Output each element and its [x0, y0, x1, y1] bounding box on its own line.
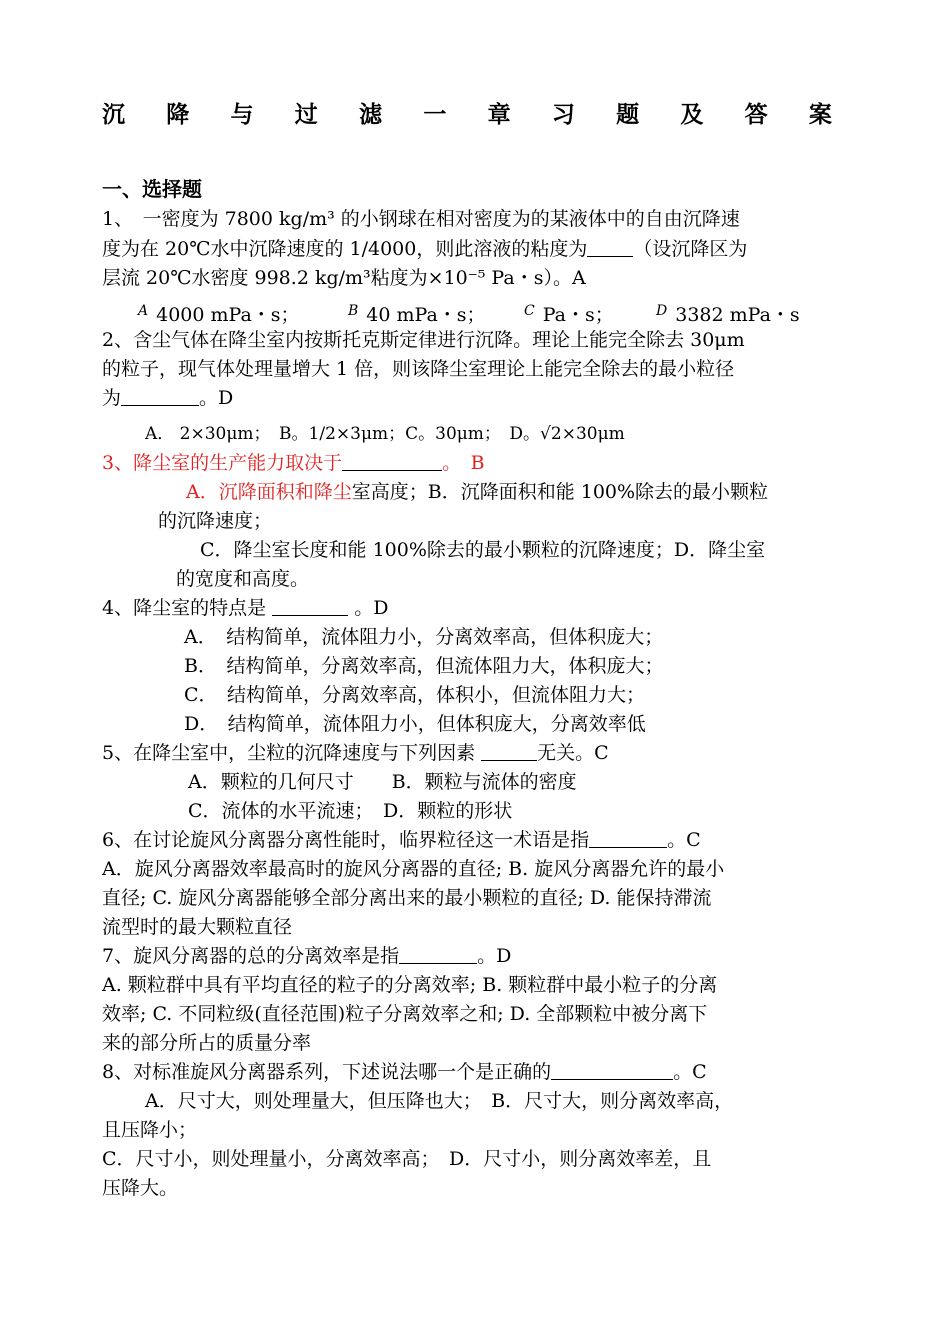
title-char: 习: [551, 102, 575, 128]
q2-line1: 2、含尘气体在降尘室内按斯托克斯定律进行沉降。理论上能完全除去 30μm: [102, 329, 745, 351]
q2-line3: 为 。D: [102, 387, 234, 409]
q1-option-a: $^A$ 4000 mPa・s；: [138, 303, 300, 326]
q5-options-1: A．颗粒的几何尺寸 B．颗粒与流体的密度: [188, 771, 577, 793]
q4-option-a: A． 结构简单，流体阻力小，分离效率高，但体积庞大；: [184, 626, 664, 648]
q3-option-c: C．降尘室长度和能 100%除去的最小颗粒的沉降速度；D．降尘室: [200, 539, 766, 561]
section-heading: 一、选择题: [102, 177, 202, 201]
title-char: 案: [808, 102, 832, 128]
page-title: [102, 96, 832, 129]
q7-line1: 7、旋风分离器的总的分离效率是指 。D: [102, 945, 512, 967]
q4-option-b: B． 结构简单，分离效率高，但流体阻力大，体积庞大；: [184, 655, 664, 677]
title-char: 与: [230, 102, 254, 128]
title-char: 及: [680, 102, 704, 128]
q2-options: A． 2×30μm； B。1/2×3μm；C。30μm； D。√2×30μm: [145, 424, 625, 444]
q6-line3: 直径; C. 旋风分离器能够全部分离出来的最小颗粒的直径; D. 能保持滞流: [102, 887, 712, 909]
title-char: 章: [487, 102, 511, 128]
q4-option-d: D． 结构简单，流体阻力小，但体积庞大，分离效率低: [184, 713, 646, 735]
q7-line2: A. 颗粒群中具有平均直径的粒子的分离效率; B. 颗粒群中最小粒子的分离: [102, 974, 718, 996]
q5-line1: 5、在降尘室中，尘粒的沉降速度与下列因素 无关。C: [102, 742, 609, 764]
answer-blank[interactable]: [587, 236, 633, 257]
q3-line1: 3、降尘室的生产能力取决于 。 B: [102, 452, 485, 474]
answer-blank[interactable]: [121, 385, 199, 406]
title-char: 降: [166, 102, 190, 128]
title-char: 沉: [102, 102, 125, 128]
q5-options-2: C．流体的水平流速； D．颗粒的形状: [188, 800, 513, 822]
title-char: 过: [294, 102, 318, 128]
q8-line2: A．尺寸大，则处理量大，但压降也大； B．尺寸大，则分离效率高，: [145, 1090, 734, 1112]
answer-blank[interactable]: [399, 943, 477, 964]
q1-line1: 1、 一密度为 7800 kg/m³ 的小钢球在相对密度为的某液体中的自由沉降速: [102, 208, 740, 230]
q1-option-d: $^D$ 3382 mPa・s: [656, 303, 800, 326]
answer-blank[interactable]: [589, 827, 667, 848]
q1-line2: [102, 236, 747, 262]
q2-line2: 的粒子，现气体处理量增大 1 倍，则该降尘室理论上能完全除去的最小粒径: [102, 358, 735, 380]
q8-line5: 压降大。: [102, 1177, 179, 1199]
q8-line3: 且压降小；: [102, 1119, 198, 1141]
title-char: 答: [744, 102, 768, 128]
q4-option-c: C． 结构简单，分离效率高，体积小，但流体阻力大；: [184, 684, 646, 706]
q7-line3: 效率; C. 不同粒级(直径范围)粒子分离效率之和; D. 全部颗粒中被分离下: [102, 1003, 708, 1025]
q3-option-c-cont: 的宽度和高度。: [176, 568, 310, 590]
title-char: 题: [616, 102, 640, 128]
q8-line1: 8、对标准旋风分离器系列，下述说法哪一个是正确的 。C: [102, 1061, 707, 1083]
title-char: 滤: [359, 102, 383, 128]
q8-line4: C．尺寸小，则处理量小，分离效率高； D．尺寸小，则分离效率差，且: [102, 1148, 712, 1170]
q6-line2: A．旋风分离器效率最高时的旋风分离器的直径; B. 旋风分离器允许的最小: [102, 858, 725, 880]
q4-line1: 4、降尘室的特点是 。D: [102, 597, 389, 619]
q1-line3: 层流 20℃水密度 998.2 kg/m³粘度为×10⁻⁵ Pa・s）。A: [102, 267, 586, 289]
q3-option-a-cont: 的沉降速度；: [158, 510, 273, 532]
answer-blank[interactable]: [481, 740, 537, 761]
q1-option-b: $^B$ 40 mPa・s；: [348, 303, 486, 326]
q6-line1: 6、在讨论旋风分离器分离性能时，临界粒径这一术语是指 。C: [102, 829, 701, 851]
q3-option-a: A．沉降面积和降尘室高度；B．沉降面积和能 100%除去的最小颗粒: [186, 481, 769, 503]
q1-text: 度为在 20℃水中沉降速度的 1/4000，则此溶液的粘度为: [102, 238, 588, 260]
answer-blank[interactable]: [342, 450, 442, 471]
title-char: 一: [423, 102, 447, 128]
q6-line4: 流型时的最大颗粒直径: [102, 916, 293, 938]
q1-text: （设沉降区为: [633, 238, 748, 260]
q1-option-c: $^C$ Pa・s；: [524, 303, 614, 326]
q7-line4: 来的部分所占的质量分率: [102, 1032, 312, 1054]
answer-blank[interactable]: [272, 595, 348, 616]
answer-blank[interactable]: [551, 1059, 673, 1080]
